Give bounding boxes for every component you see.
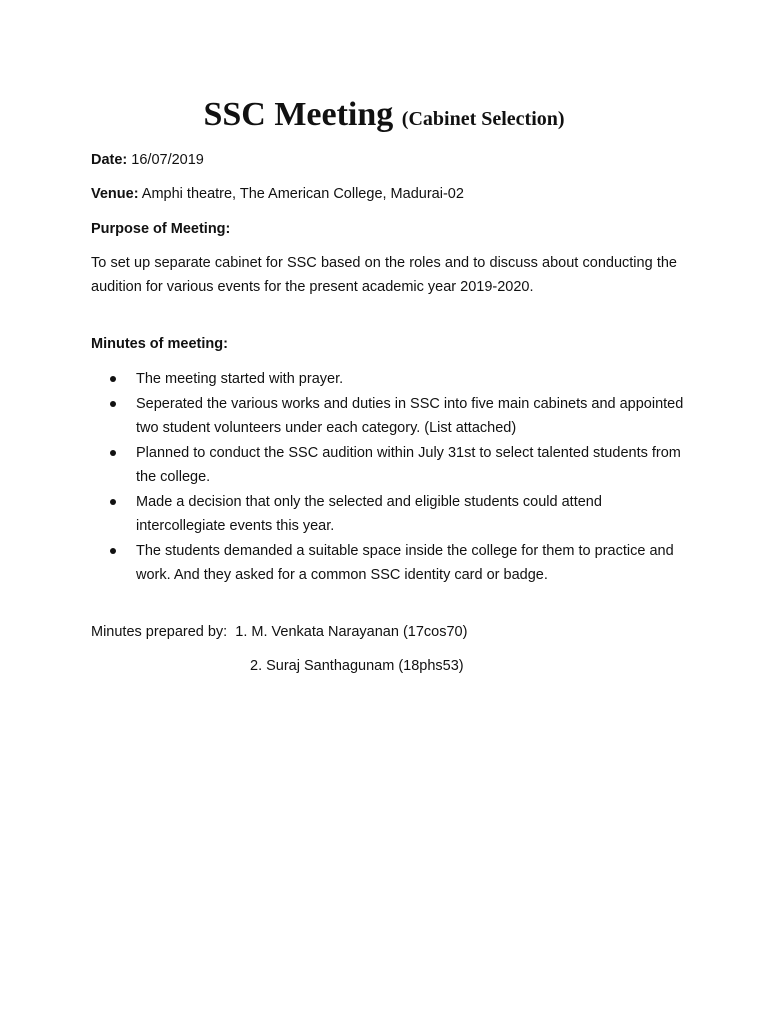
- prepared-by-line: [91, 620, 467, 644]
- bullet-icon: [110, 401, 116, 407]
- purpose-heading: Purpose of Meeting:: [91, 221, 231, 237]
- list-item: [106, 367, 686, 391]
- list-item-text: The students demanded a suitable space inside the college for them to practice and work. And they asked for a common SSC identity card or badge.: [136, 543, 674, 583]
- prepared-by-second: 2. Suraj Santhagunam (18phs53): [250, 658, 464, 674]
- date-label: Date:: [91, 152, 128, 168]
- venue-line: [91, 182, 464, 206]
- bullet-icon: [110, 450, 116, 456]
- list-item-text: Seperated the various works and duties in SSC into five main cabinets and appointed two student volunteers under each category. (List attached): [136, 396, 684, 436]
- purpose-text: To set up separate cabinet for SSC based on the roles and to discuss about conducting the audition for various events for the present academic year 2019-2020.: [91, 255, 677, 295]
- list-item: [106, 392, 686, 440]
- list-item-text: Planned to conduct the SSC audition within July 31st to select talented students from the college.: [136, 445, 681, 485]
- bullet-icon: [110, 376, 116, 382]
- list-item-text: The meeting started with prayer.: [136, 371, 344, 387]
- minutes-heading: Minutes of meeting:: [91, 336, 228, 352]
- list-item-text: Made a decision that only the selected and eligible students could attend intercollegiate events this year.: [136, 494, 602, 534]
- bullet-icon: [110, 499, 116, 505]
- list-item: [106, 490, 686, 538]
- bullet-icon: [110, 548, 116, 554]
- page-title: [0, 92, 768, 142]
- title-main: SSC Meeting: [203, 96, 394, 133]
- prepared-by-first: 1. M. Venkata Narayanan (17cos70): [235, 624, 468, 640]
- date-line: [91, 148, 204, 172]
- list-item: [106, 441, 686, 489]
- title-subtitle: (Cabinet Selection): [401, 108, 565, 130]
- venue-value: Amphi theatre, The American College, Madurai-02: [141, 186, 464, 202]
- minutes-list: [106, 367, 686, 588]
- list-item: [106, 539, 686, 587]
- venue-label: Venue:: [91, 186, 139, 202]
- date-value: 16/07/2019: [131, 152, 204, 168]
- prepared-by-label: Minutes prepared by:: [91, 624, 228, 640]
